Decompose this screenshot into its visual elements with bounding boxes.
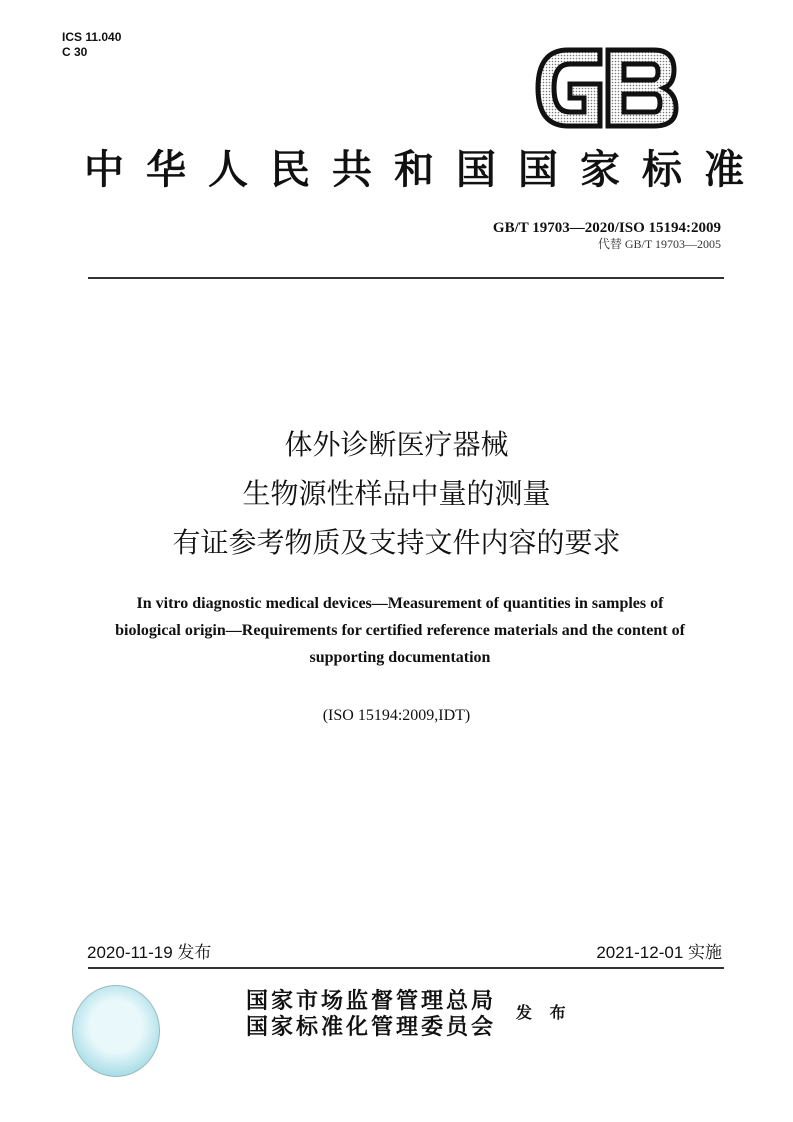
en-title-line-1: In vitro diagnostic medical devices—Measurement of quantities in samples of: [136, 595, 664, 612]
english-title: [90, 590, 710, 671]
issue-label: 发 布: [516, 1003, 572, 1022]
en-title-line-3: supporting documentation: [309, 649, 491, 666]
replaces-standard: 代替 GB/T 19703—2005: [597, 237, 721, 251]
cn-title-line-1: 体外诊断医疗器械: [284, 428, 509, 461]
divider-top: [88, 277, 724, 279]
divider-bottom: [88, 967, 724, 969]
ics-classification: [62, 30, 121, 60]
standard-code: GB/T 19703—2020/ISO 15194:2009: [492, 220, 721, 236]
ics-code: ICS 11.040: [62, 30, 122, 44]
publisher-2: 国家标准化管理委员会: [246, 1014, 497, 1040]
ccs-code: C 30: [62, 45, 88, 59]
issue-date: 2020-11-19 发布: [87, 943, 212, 962]
iso-equivalence: (ISO 15194:2009,IDT): [322, 707, 471, 724]
en-title-line-2: biological origin—Requirements for certified reference materials and the content of: [115, 622, 685, 639]
gb-logo: [530, 42, 682, 134]
implement-date: 2021-12-01 实施: [596, 943, 722, 962]
cn-title-line-3: 有证参考物质及支持文件内容的要求: [172, 526, 621, 559]
publisher-1: 国家市场监督管理总局: [246, 988, 497, 1014]
national-standard-title: 中华人民共和国国家标准: [84, 146, 766, 193]
cn-title-line-2: 生物源性样品中量的测量: [242, 477, 551, 510]
anti-counterfeit-seal: [72, 985, 160, 1077]
